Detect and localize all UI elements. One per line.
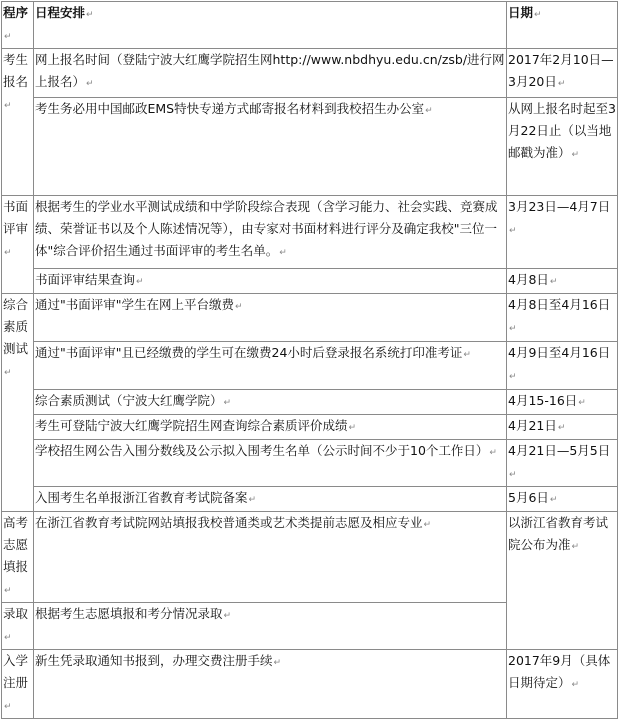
row-arrange: 入围考生名单报浙江省教育考试院备案↵ — [34, 487, 507, 512]
table-row — [2, 196, 618, 269]
table-row — [2, 415, 618, 440]
row-arrange: 考生务必用中国邮政EMS特快专递方式邮寄报名材料到我校招生办公室↵ — [34, 98, 507, 196]
section-enrollment: 入学注册↵ — [2, 650, 34, 719]
table-row — [2, 49, 618, 98]
section-review: 书面评审↵ — [2, 196, 34, 294]
header-row — [2, 2, 618, 49]
table-row — [2, 487, 618, 512]
row-arrange: 通过"书面评审"且已经缴费的学生可在缴费24小时后登录报名系统打印准考证↵ — [34, 342, 507, 390]
row-date: 4月9日至4月16日↵ — [507, 342, 618, 390]
table-row — [2, 98, 618, 196]
row-arrange: 新生凭录取通知书报到，办理交费注册手续↵ — [34, 650, 507, 719]
row-arrange: 根据考生的学业水平测试成绩和中学阶段综合表现（含学习能力、社会实践、竞赛成绩、荣誉证书以及个人陈述情况等），由专家对书面材料进行评分及确定我校"三位一体"综合评价招生通过书面评审的考生名单。↵ — [34, 196, 507, 269]
row-date: 4月15-16日↵ — [507, 390, 618, 415]
header-date: 日期↵ — [507, 2, 618, 49]
row-date: 4月8日至4月16日↵ — [507, 294, 618, 342]
row-arrange: 在浙江省教育考试院网站填报我校普通类或艺术类提前志愿及相应专业↵ — [34, 512, 507, 603]
section-quality: 综合素质测试↵ — [2, 294, 34, 512]
row-date: 4月21日↵ — [507, 415, 618, 440]
table-row — [2, 650, 618, 719]
row-date: 5月6日↵ — [507, 487, 618, 512]
row-arrange: 考生可登陆宁波大红鹰学院招生网查询综合素质评价成绩↵ — [34, 415, 507, 440]
row-arrange: 综合素质测试（宁波大红鹰学院）↵ — [34, 390, 507, 415]
header-procedure: 程序↵ — [2, 2, 34, 49]
section-volunteer: 高考志愿填报↵ — [2, 512, 34, 603]
row-arrange: 书面评审结果查询↵ — [34, 269, 507, 294]
row-arrange: 网上报名时间（登陆宁波大红鹰学院招生网http://www.nbdhyu.edu.cn/zsb/进行网上报名）↵ — [34, 49, 507, 98]
row-date: 2017年2月10日—3月20日↵ — [507, 49, 618, 98]
header-schedule: 日程安排↵ — [34, 2, 507, 49]
row-date: 从网上报名时起至3月22日止（以当地邮戳为准）↵ — [507, 98, 618, 196]
row-arrange: 根据考生志愿填报和考分情况录取↵ — [34, 603, 507, 650]
section-admission: 录取↵ — [2, 603, 34, 650]
table-row — [2, 342, 618, 390]
section-registration: 考生报名↵ — [2, 49, 34, 196]
table-row — [2, 512, 618, 603]
row-date: 3月23日—4月7日↵ — [507, 196, 618, 269]
row-date: 4月8日↵ — [507, 269, 618, 294]
schedule-table — [1, 1, 618, 719]
table-row — [2, 269, 618, 294]
row-arrange: 通过"书面评审"学生在网上平台缴费↵ — [34, 294, 507, 342]
table-row — [2, 390, 618, 415]
row-date: 2017年9月（具体日期待定）↵ — [507, 650, 618, 719]
table-row — [2, 440, 618, 487]
row-date: 4月21日—5月5日↵ — [507, 440, 618, 487]
row-arrange: 学校招生网公告入围分数线及公示拟入围考生名单（公示时间不少于10个工作日）↵ — [34, 440, 507, 487]
table-row — [2, 294, 618, 342]
row-date: 以浙江省教育考试院公布为准↵ — [507, 512, 618, 650]
